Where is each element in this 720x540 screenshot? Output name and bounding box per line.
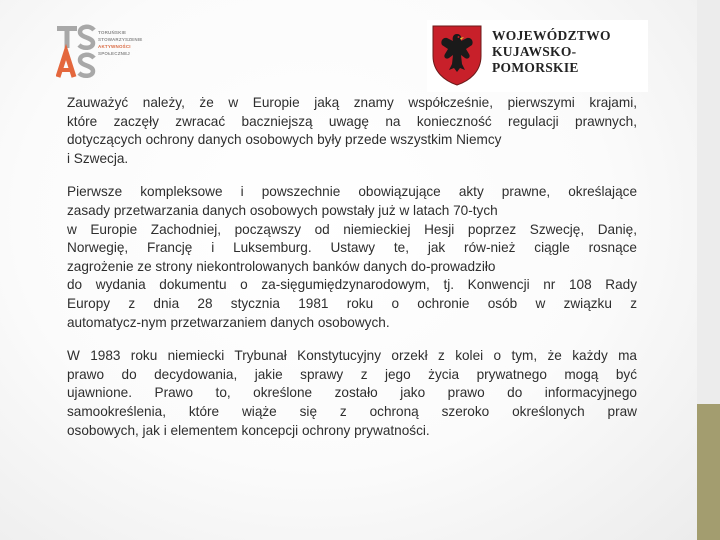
text-line: Pierwsze kompleksowe i powszechnie obowiązujące akty prawne, określające (67, 184, 637, 200)
text-line: Europy z dnia 28 stycznia 1981 roku o ochronie osób w związku z (67, 295, 637, 311)
text-line: automatycz-nym przetwarzaniem danych osobowych. (67, 314, 390, 330)
region-crest-icon (431, 24, 483, 86)
body-text (67, 94, 637, 455)
text-line: prawo do decydowania, jakie sprawy z jego życia prywatnego mogą być (67, 366, 637, 382)
text-line: zasady przetwarzania danych osobowych powstały już w latach 70-tych (67, 202, 498, 218)
sidebar-strip (697, 0, 720, 404)
paragraph-2 (67, 183, 637, 332)
tsas-line-1: TORUŃSKIE (98, 30, 127, 35)
text-line: Zauważyć należy, że w Europie jaką znamy współcześnie, pierwszymi krajami, (67, 95, 637, 110)
tsas-logo (56, 24, 166, 80)
region-title (492, 28, 648, 76)
text-line: osobowych, jak i elementem koncepcji ochrony prywatności. (67, 422, 430, 438)
tsas-line-4: SPOŁECZNEJ (98, 51, 131, 56)
text-line: ujawnione. Prawo to, określone zostało jako prawo do informacyjnego (67, 385, 637, 401)
tsas-name (98, 29, 142, 57)
tsas-line-3: AKTYWNOŚCI (98, 44, 131, 49)
tsas-line-2: STOWARZYSZENIE (98, 37, 143, 42)
text-line: Norwegię, Francję i Luksemburg. Ustawy te, jak rów-nież ciągle rosnące (67, 240, 637, 256)
text-line: i Szwecja. (67, 150, 129, 166)
text-line: do wydania dokumentu o za-sięgumiędzynarodowym, tj. Konwencji nr 108 Rady (67, 277, 637, 293)
region-logo (427, 20, 648, 92)
region-title-line-1: WOJEWÓDZTWO (492, 28, 611, 43)
paragraph-3 (67, 347, 637, 440)
paragraph-1 (67, 94, 637, 168)
text-line: samookreślenia, które wiąże się z ochroną szeroko określonych praw (67, 403, 637, 419)
text-line: w Europie Zachodniej, począwszy od niemieckiej Hesji poprzez Szwecję, Danię, (67, 221, 637, 237)
region-title-line-2: KUJAWSKO-POMORSKIE (492, 44, 579, 75)
text-line: W 1983 roku niemiecki Trybunał Konstytucyjny orzekł z kolei o tym, że każdy ma (67, 348, 637, 364)
text-line: które zaczęły zwracać baczniejszą uwagę na konieczność regulacji prawnych, (67, 113, 637, 129)
text-line: zagrożenie ze strony niekontrolowanych banków danych do-prowadziło (67, 258, 496, 274)
tsas-letters-icon (56, 24, 98, 80)
text-line: dotyczących ochrony danych osobowych były przede wszystkim Niemcy (67, 132, 502, 148)
sidebar-accent-block (697, 404, 720, 540)
